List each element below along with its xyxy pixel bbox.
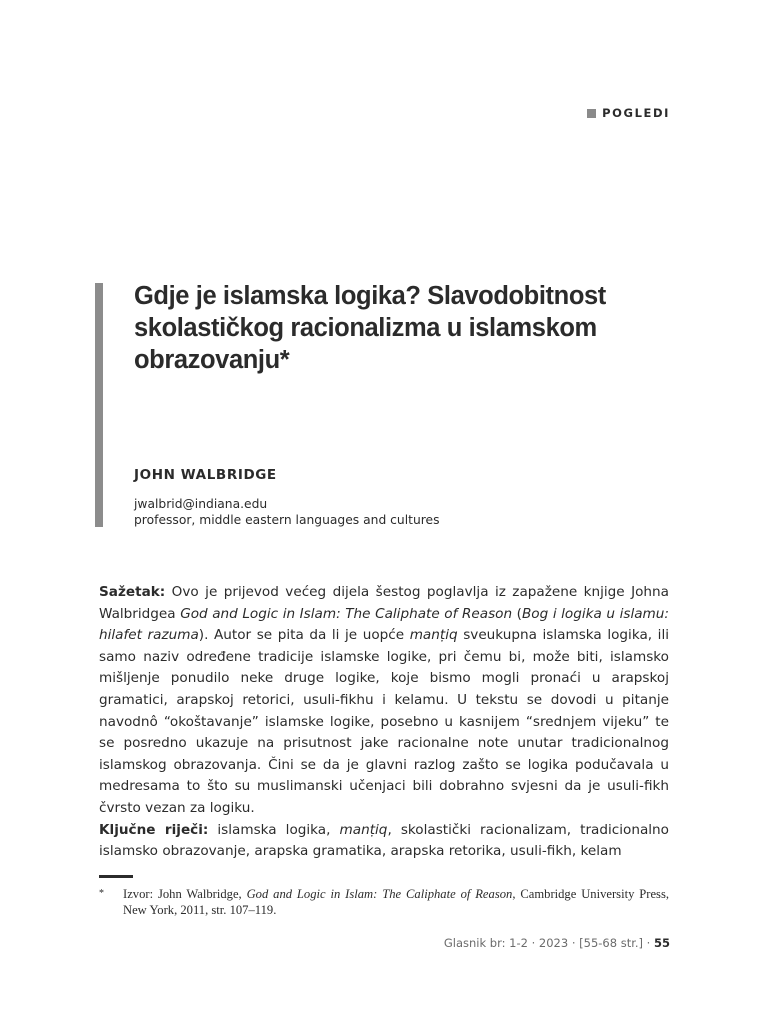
term-mantiq: manṭiq bbox=[409, 627, 458, 644]
section-tag bbox=[587, 106, 670, 120]
article-title: Gdje je islamska logika? Slavodobitnost skolastičkog racionalizma u islamskom obrazovanju* bbox=[134, 282, 606, 374]
author-name: JOHN WALBRIDGE bbox=[134, 467, 277, 483]
abstract-text: ( bbox=[512, 605, 522, 622]
keyword-mantiq: manṭiq bbox=[339, 821, 388, 838]
footnote-source: Izvor: John Walbridge, bbox=[123, 887, 247, 901]
square-icon bbox=[587, 109, 596, 118]
keywords-text: islamska logika, bbox=[208, 821, 340, 838]
author-position: professor, middle eastern languages and cultures bbox=[134, 513, 440, 527]
title-accent-bar bbox=[95, 283, 103, 527]
footnote-publisher: , Cambridge University Press, New York, 2011, str. 107–119. bbox=[123, 887, 669, 917]
page-number: 55 bbox=[653, 936, 670, 950]
footnote-rule bbox=[99, 875, 133, 878]
keywords-text: , skolastički racionalizam, tradicionalno islamsko obrazovanje, arapska gramatika, arapska retorika, usuli-fikh, kelam bbox=[99, 821, 669, 860]
footnote-text bbox=[123, 886, 669, 918]
author-meta bbox=[134, 496, 440, 528]
abstract-text: sveukupna islamska logika, ili samo naziv određene tradicije islamske logike, pri čemu bi, može biti, islamsko mišljenje ponudilo neke druge logike, koje bismo mogli pronaći u arapskoj gramatici, arapskoj retorici, usuli-fikhu i kelamu. U tekstu se dovodi u pitanje navodnô “okoštavanje” islamske logike, posebno u kasnijem “srednjem vijeku” te se posredno ukazuje na prisutnost jake racionalne note unutar tradicionalnog islamskog obrazovanja. Čini se da je glavni razlog zašto se logika podučavala u medresama to što su muslimanski učenjaci bili dobrahno svjesni da je usuli-fikh čvrsto vezan za logiku. bbox=[99, 627, 670, 816]
abstract-text: ). Autor se pita da li je uopće bbox=[198, 627, 410, 644]
book-title-bs: Bog i logika u islamu: hilafet razuma bbox=[99, 605, 669, 644]
abstract-paragraph bbox=[99, 582, 669, 863]
page-footer bbox=[444, 936, 670, 950]
abstract-text: Ovo je prijevod većeg dijela šestog poglavlja iz zapažene knjige Johna Walbridgea bbox=[99, 584, 669, 622]
footnote-book-title: God and Logic in Islam: The Caliphate of Reason bbox=[246, 887, 513, 901]
footnote-mark: * bbox=[99, 888, 104, 899]
keywords-label: Ključne riječi: bbox=[99, 821, 209, 838]
author-email: jwalbrid@indiana.edu bbox=[134, 497, 268, 511]
abstract-label: Sažetak: bbox=[99, 584, 166, 600]
section-tag-label: POGLEDI bbox=[602, 106, 670, 120]
book-title-en: God and Logic in Islam: The Caliphate of Reason bbox=[180, 605, 513, 622]
footnote bbox=[99, 886, 669, 918]
journal-info: Glasnik br: 1-2 · 2023 · [55-68 str.] · bbox=[443, 936, 654, 950]
